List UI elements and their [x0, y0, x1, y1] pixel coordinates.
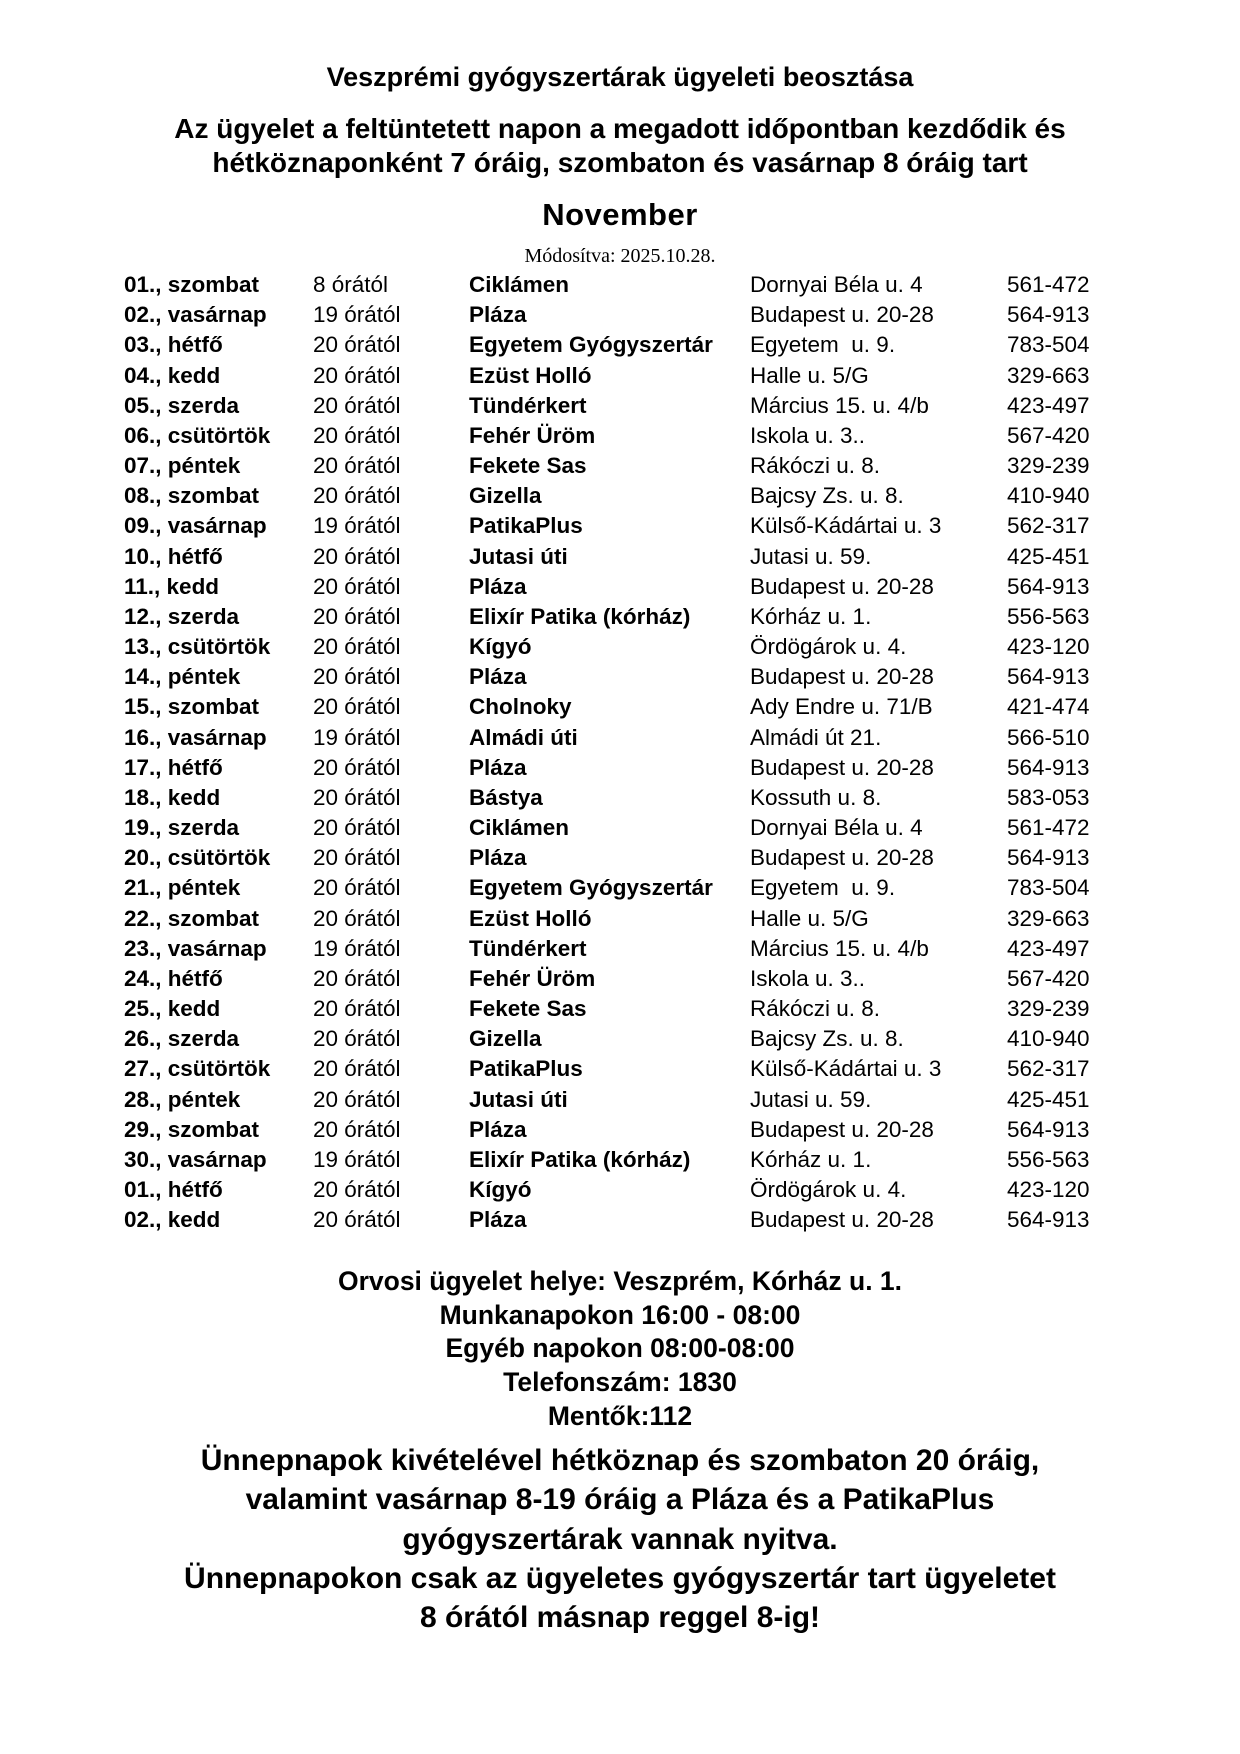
table-row	[124, 481, 1114, 511]
pharmacy-name-cell: Tündérkert	[469, 935, 587, 961]
phone-cell: 567-420	[1007, 965, 1090, 991]
day-cell: 30., vasárnap	[124, 1146, 267, 1172]
address-cell: Március 15. u. 4/b	[750, 392, 929, 418]
month-heading: November	[542, 197, 698, 232]
duty-info-line: Telefonszám: 1830	[503, 1367, 737, 1398]
table-row	[124, 904, 1114, 934]
table-row	[124, 1115, 1114, 1145]
day-cell: 02., kedd	[124, 1207, 221, 1233]
day-cell: 28., péntek	[124, 1086, 241, 1112]
day-cell: 27., csütörtök	[124, 1056, 271, 1082]
day-cell: 20., csütörtök	[124, 845, 271, 871]
duty-info-line: Orvosi ügyelet helye: Veszprém, Kórház u. 1.	[337, 1266, 903, 1296]
table-row	[124, 1054, 1114, 1084]
phone-cell: 564-913	[1007, 302, 1090, 328]
time-cell: 19 órától	[313, 513, 401, 539]
time-cell: 19 órától	[313, 935, 401, 961]
pharmacy-name-cell: Fehér Üröm	[469, 965, 596, 991]
pharmacy-name-cell: Cholnoky	[469, 694, 572, 720]
pharmacy-name-cell: Gizella	[469, 483, 542, 509]
duty-info-line: Mentők:112	[547, 1400, 693, 1431]
time-cell: 20 órától	[313, 1086, 401, 1112]
address-cell: Dornyai Béla u. 4	[750, 272, 923, 297]
phone-cell: 329-239	[1007, 453, 1090, 479]
time-cell: 20 órától	[313, 905, 401, 931]
phone-cell: 583-053	[1007, 784, 1090, 810]
time-cell: 20 órától	[313, 332, 401, 358]
page-title: Veszprémi gyógyszertárak ügyeleti beosztása	[326, 62, 914, 92]
address-cell: Dornyai Béla u. 4	[750, 815, 923, 841]
phone-cell: 564-913	[1007, 754, 1090, 780]
address-cell: Iskola u. 3..	[750, 965, 866, 991]
address-cell: Bajcsy Zs. u. 8.	[750, 483, 904, 509]
pharmacy-name-cell: Egyetem Gyógyszertár	[469, 332, 713, 358]
time-cell: 20 órától	[313, 634, 401, 660]
day-cell: 16., vasárnap	[124, 724, 267, 750]
pharmacy-name-cell: Pláza	[469, 302, 527, 328]
time-cell: 20 órától	[313, 1056, 401, 1082]
pharmacy-name-cell: Jutasi úti	[469, 543, 568, 569]
table-row	[124, 753, 1114, 783]
phone-cell: 562-317	[1007, 1056, 1090, 1082]
address-cell: Külső-Kádártai u. 3	[750, 513, 942, 539]
subtitle-line: Az ügyelet a feltüntetett napon a megadott időpontban kezdődik és	[174, 113, 1066, 144]
table-row	[124, 843, 1114, 873]
pharmacy-name-cell: Fekete Sas	[469, 453, 587, 479]
phone-cell: 566-510	[1007, 724, 1090, 750]
pharmacy-name-cell: Jutasi úti	[469, 1086, 568, 1112]
day-cell: 18., kedd	[124, 784, 221, 810]
day-cell: 19., szerda	[124, 815, 240, 841]
phone-cell: 564-913	[1007, 664, 1090, 690]
day-cell: 17., hétfő	[124, 754, 223, 780]
table-row	[124, 632, 1114, 662]
day-cell: 09., vasárnap	[124, 513, 267, 539]
phone-cell: 410-940	[1007, 483, 1090, 509]
pharmacy-name-cell: Ezüst Holló	[469, 362, 592, 388]
duty-note-line: 8 órától másnap reggel 8-ig!	[419, 1601, 821, 1635]
phone-cell: 423-497	[1007, 392, 1090, 418]
day-cell: 03., hétfő	[124, 332, 223, 358]
table-row	[124, 300, 1114, 330]
table-row	[124, 1205, 1114, 1235]
time-cell: 20 órától	[313, 483, 401, 509]
table-row	[124, 391, 1114, 421]
modified-date: Módosítva: 2025.10.28.	[524, 245, 716, 267]
time-cell: 20 órától	[313, 1026, 401, 1052]
pharmacy-name-cell: Pláza	[469, 1116, 527, 1142]
day-cell: 24., hétfő	[124, 965, 223, 991]
pharmacy-name-cell: Fehér Üröm	[469, 422, 596, 448]
pharmacy-name-cell: Elixír Patika (kórház)	[469, 1146, 691, 1172]
duty-info-line: Munkanapokon 16:00 - 08:00	[439, 1299, 801, 1330]
day-cell: 14., péntek	[124, 664, 241, 690]
table-row	[124, 511, 1114, 541]
day-cell: 07., péntek	[124, 453, 241, 479]
address-cell: Jutasi u. 59.	[750, 543, 872, 569]
time-cell: 20 órától	[313, 1177, 401, 1203]
address-cell: Kossuth u. 8.	[750, 784, 882, 810]
pharmacy-name-cell: Pláza	[469, 573, 527, 599]
phone-cell: 783-504	[1007, 332, 1090, 358]
address-cell: Budapest u. 20-28	[750, 1207, 934, 1233]
pharmacy-name-cell: Pláza	[469, 845, 527, 871]
phone-cell: 564-913	[1007, 1207, 1090, 1233]
phone-cell: 425-451	[1007, 1086, 1090, 1112]
pharmacy-name-cell: Kígyó	[469, 634, 532, 660]
table-row	[124, 361, 1114, 391]
pharmacy-name-cell: Pláza	[469, 1207, 527, 1233]
phone-cell: 329-663	[1007, 362, 1090, 388]
phone-cell: 423-120	[1007, 634, 1090, 660]
time-cell: 19 órától	[313, 302, 401, 328]
time-cell: 19 órától	[313, 724, 401, 750]
phone-cell: 567-420	[1007, 422, 1090, 448]
table-row	[124, 602, 1114, 632]
address-cell: Ördögárok u. 4.	[750, 1177, 907, 1203]
time-cell: 20 órától	[313, 875, 401, 901]
time-cell: 20 órától	[313, 694, 401, 720]
address-cell: Ady Endre u. 71/B	[750, 694, 933, 720]
address-cell: Almádi út 21.	[750, 724, 882, 750]
schedule-table	[124, 270, 1114, 1236]
phone-cell: 783-504	[1007, 875, 1090, 901]
pharmacy-name-cell: Ezüst Holló	[469, 905, 592, 931]
duty-info-block	[0, 1265, 1240, 1434]
day-cell: 06., csütörtök	[124, 422, 271, 448]
phone-cell: 561-472	[1007, 272, 1090, 297]
pharmacy-name-cell: Tündérkert	[469, 392, 587, 418]
time-cell: 20 órától	[313, 996, 401, 1022]
day-cell: 22., szombat	[124, 905, 260, 931]
day-cell: 21., péntek	[124, 875, 241, 901]
table-row	[124, 1145, 1114, 1175]
time-cell: 20 órától	[313, 754, 401, 780]
address-cell: Budapest u. 20-28	[750, 302, 934, 328]
pharmacy-name-cell: Bástya	[469, 784, 543, 810]
table-row	[124, 542, 1114, 572]
pharmacy-name-cell: Elixír Patika (kórház)	[469, 603, 691, 629]
time-cell: 20 órától	[313, 603, 401, 629]
pharmacy-name-cell: Gizella	[469, 1026, 542, 1052]
address-cell: Kórház u. 1.	[750, 603, 872, 629]
time-cell: 20 órától	[313, 664, 401, 690]
phone-cell: 423-120	[1007, 1177, 1090, 1203]
address-cell: Március 15. u. 4/b	[750, 935, 929, 961]
pharmacy-name-cell: PatikaPlus	[469, 513, 583, 539]
table-row	[124, 723, 1114, 753]
table-row	[124, 692, 1114, 722]
time-cell: 20 órától	[313, 784, 401, 810]
table-row	[124, 964, 1114, 994]
address-cell: Kórház u. 1.	[750, 1146, 872, 1172]
phone-cell: 329-663	[1007, 905, 1090, 931]
table-row	[124, 451, 1114, 481]
pharmacy-name-cell: Fekete Sas	[469, 996, 587, 1022]
table-row	[124, 270, 1114, 300]
day-cell: 15., szombat	[124, 694, 260, 720]
duty-note-line: valamint vasárnap 8-19 óráig a Pláza és a PatikaPlus	[245, 1483, 995, 1517]
phone-cell: 564-913	[1007, 1116, 1090, 1142]
address-cell: Halle u. 5/G	[750, 362, 869, 388]
day-cell: 01., hétfő	[124, 1177, 223, 1203]
pharmacy-name-cell: Ciklámen	[469, 815, 570, 841]
day-cell: 11., kedd	[124, 573, 220, 599]
address-cell: Egyetem u. 9.	[750, 332, 896, 358]
time-cell: 20 órától	[313, 1207, 401, 1233]
address-cell: Iskola u. 3..	[750, 422, 866, 448]
day-cell: 10., hétfő	[124, 543, 223, 569]
pharmacy-name-cell: Almádi úti	[469, 724, 578, 750]
duty-notes-block	[0, 1441, 1240, 1637]
time-cell: 19 órától	[313, 1146, 401, 1172]
time-cell: 8 órától	[313, 272, 389, 297]
duty-note-line: gyógyszertárak vannak nyitva.	[402, 1522, 838, 1556]
duty-info-line: Egyéb napokon 08:00-08:00	[445, 1333, 795, 1364]
table-row	[124, 934, 1114, 964]
phone-cell: 562-317	[1007, 513, 1090, 539]
address-cell: Ördögárok u. 4.	[750, 634, 907, 660]
phone-cell: 561-472	[1007, 815, 1090, 841]
schedule-subtitle	[0, 112, 1240, 179]
duty-note-line: Ünnepnapok kivételével hétköznap és szombaton 20 óráig,	[200, 1444, 1040, 1477]
phone-cell: 423-497	[1007, 935, 1090, 961]
day-cell: 26., szerda	[124, 1026, 240, 1052]
pharmacy-name-cell: Egyetem Gyógyszertár	[469, 875, 713, 901]
time-cell: 20 órától	[313, 965, 401, 991]
table-row	[124, 873, 1114, 903]
table-row	[124, 662, 1114, 692]
pharmacy-name-cell: PatikaPlus	[469, 1056, 583, 1082]
day-cell: 12., szerda	[124, 603, 240, 629]
address-cell: Rákóczi u. 8.	[750, 996, 881, 1022]
table-row	[124, 1024, 1114, 1054]
time-cell: 20 órától	[313, 392, 401, 418]
duty-note-line: Ünnepnapokon csak az ügyeletes gyógyszertár tart ügyeletet	[184, 1561, 1056, 1595]
table-row	[124, 421, 1114, 451]
pharmacy-name-cell: Kígyó	[469, 1177, 532, 1203]
day-cell: 02., vasárnap	[124, 302, 267, 328]
time-cell: 20 órától	[313, 815, 401, 841]
subtitle-line: hétköznaponként 7 óráig, szombaton és vasárnap 8 óráig tart	[212, 146, 1028, 178]
address-cell: Egyetem u. 9.	[750, 875, 896, 901]
phone-cell: 421-474	[1007, 694, 1090, 720]
table-row	[124, 330, 1114, 360]
table-row	[124, 783, 1114, 813]
day-cell: 23., vasárnap	[124, 935, 267, 961]
day-cell: 01., szombat	[124, 272, 260, 297]
address-cell: Budapest u. 20-28	[750, 1116, 934, 1142]
table-row	[124, 1085, 1114, 1115]
address-cell: Budapest u. 20-28	[750, 754, 934, 780]
table-row	[124, 572, 1114, 602]
table-row	[124, 994, 1114, 1024]
time-cell: 20 órától	[313, 362, 401, 388]
phone-cell: 329-239	[1007, 996, 1090, 1022]
address-cell: Külső-Kádártai u. 3	[750, 1056, 942, 1082]
table-row	[124, 1175, 1114, 1205]
address-cell: Rákóczi u. 8.	[750, 453, 881, 479]
time-cell: 20 órától	[313, 845, 401, 871]
day-cell: 08., szombat	[124, 483, 260, 509]
phone-cell: 564-913	[1007, 845, 1090, 871]
address-cell: Budapest u. 20-28	[750, 573, 934, 599]
address-cell: Bajcsy Zs. u. 8.	[750, 1026, 904, 1052]
time-cell: 20 órától	[313, 573, 401, 599]
phone-cell: 410-940	[1007, 1026, 1090, 1052]
day-cell: 25., kedd	[124, 996, 221, 1022]
pharmacy-name-cell: Pláza	[469, 664, 527, 690]
pharmacy-name-cell: Ciklámen	[469, 272, 570, 297]
day-cell: 05., szerda	[124, 392, 240, 418]
address-cell: Budapest u. 20-28	[750, 664, 934, 690]
time-cell: 20 órától	[313, 453, 401, 479]
day-cell: 29., szombat	[124, 1116, 260, 1142]
time-cell: 20 órától	[313, 422, 401, 448]
phone-cell: 425-451	[1007, 543, 1090, 569]
phone-cell: 556-563	[1007, 603, 1090, 629]
pharmacy-name-cell: Pláza	[469, 754, 527, 780]
phone-cell: 556-563	[1007, 1146, 1090, 1172]
address-cell: Budapest u. 20-28	[750, 845, 934, 871]
time-cell: 20 órától	[313, 543, 401, 569]
table-row	[124, 813, 1114, 843]
address-cell: Halle u. 5/G	[750, 905, 869, 931]
day-cell: 13., csütörtök	[124, 634, 271, 660]
time-cell: 20 órától	[313, 1116, 401, 1142]
day-cell: 04., kedd	[124, 362, 221, 388]
phone-cell: 564-913	[1007, 573, 1090, 599]
address-cell: Jutasi u. 59.	[750, 1086, 872, 1112]
